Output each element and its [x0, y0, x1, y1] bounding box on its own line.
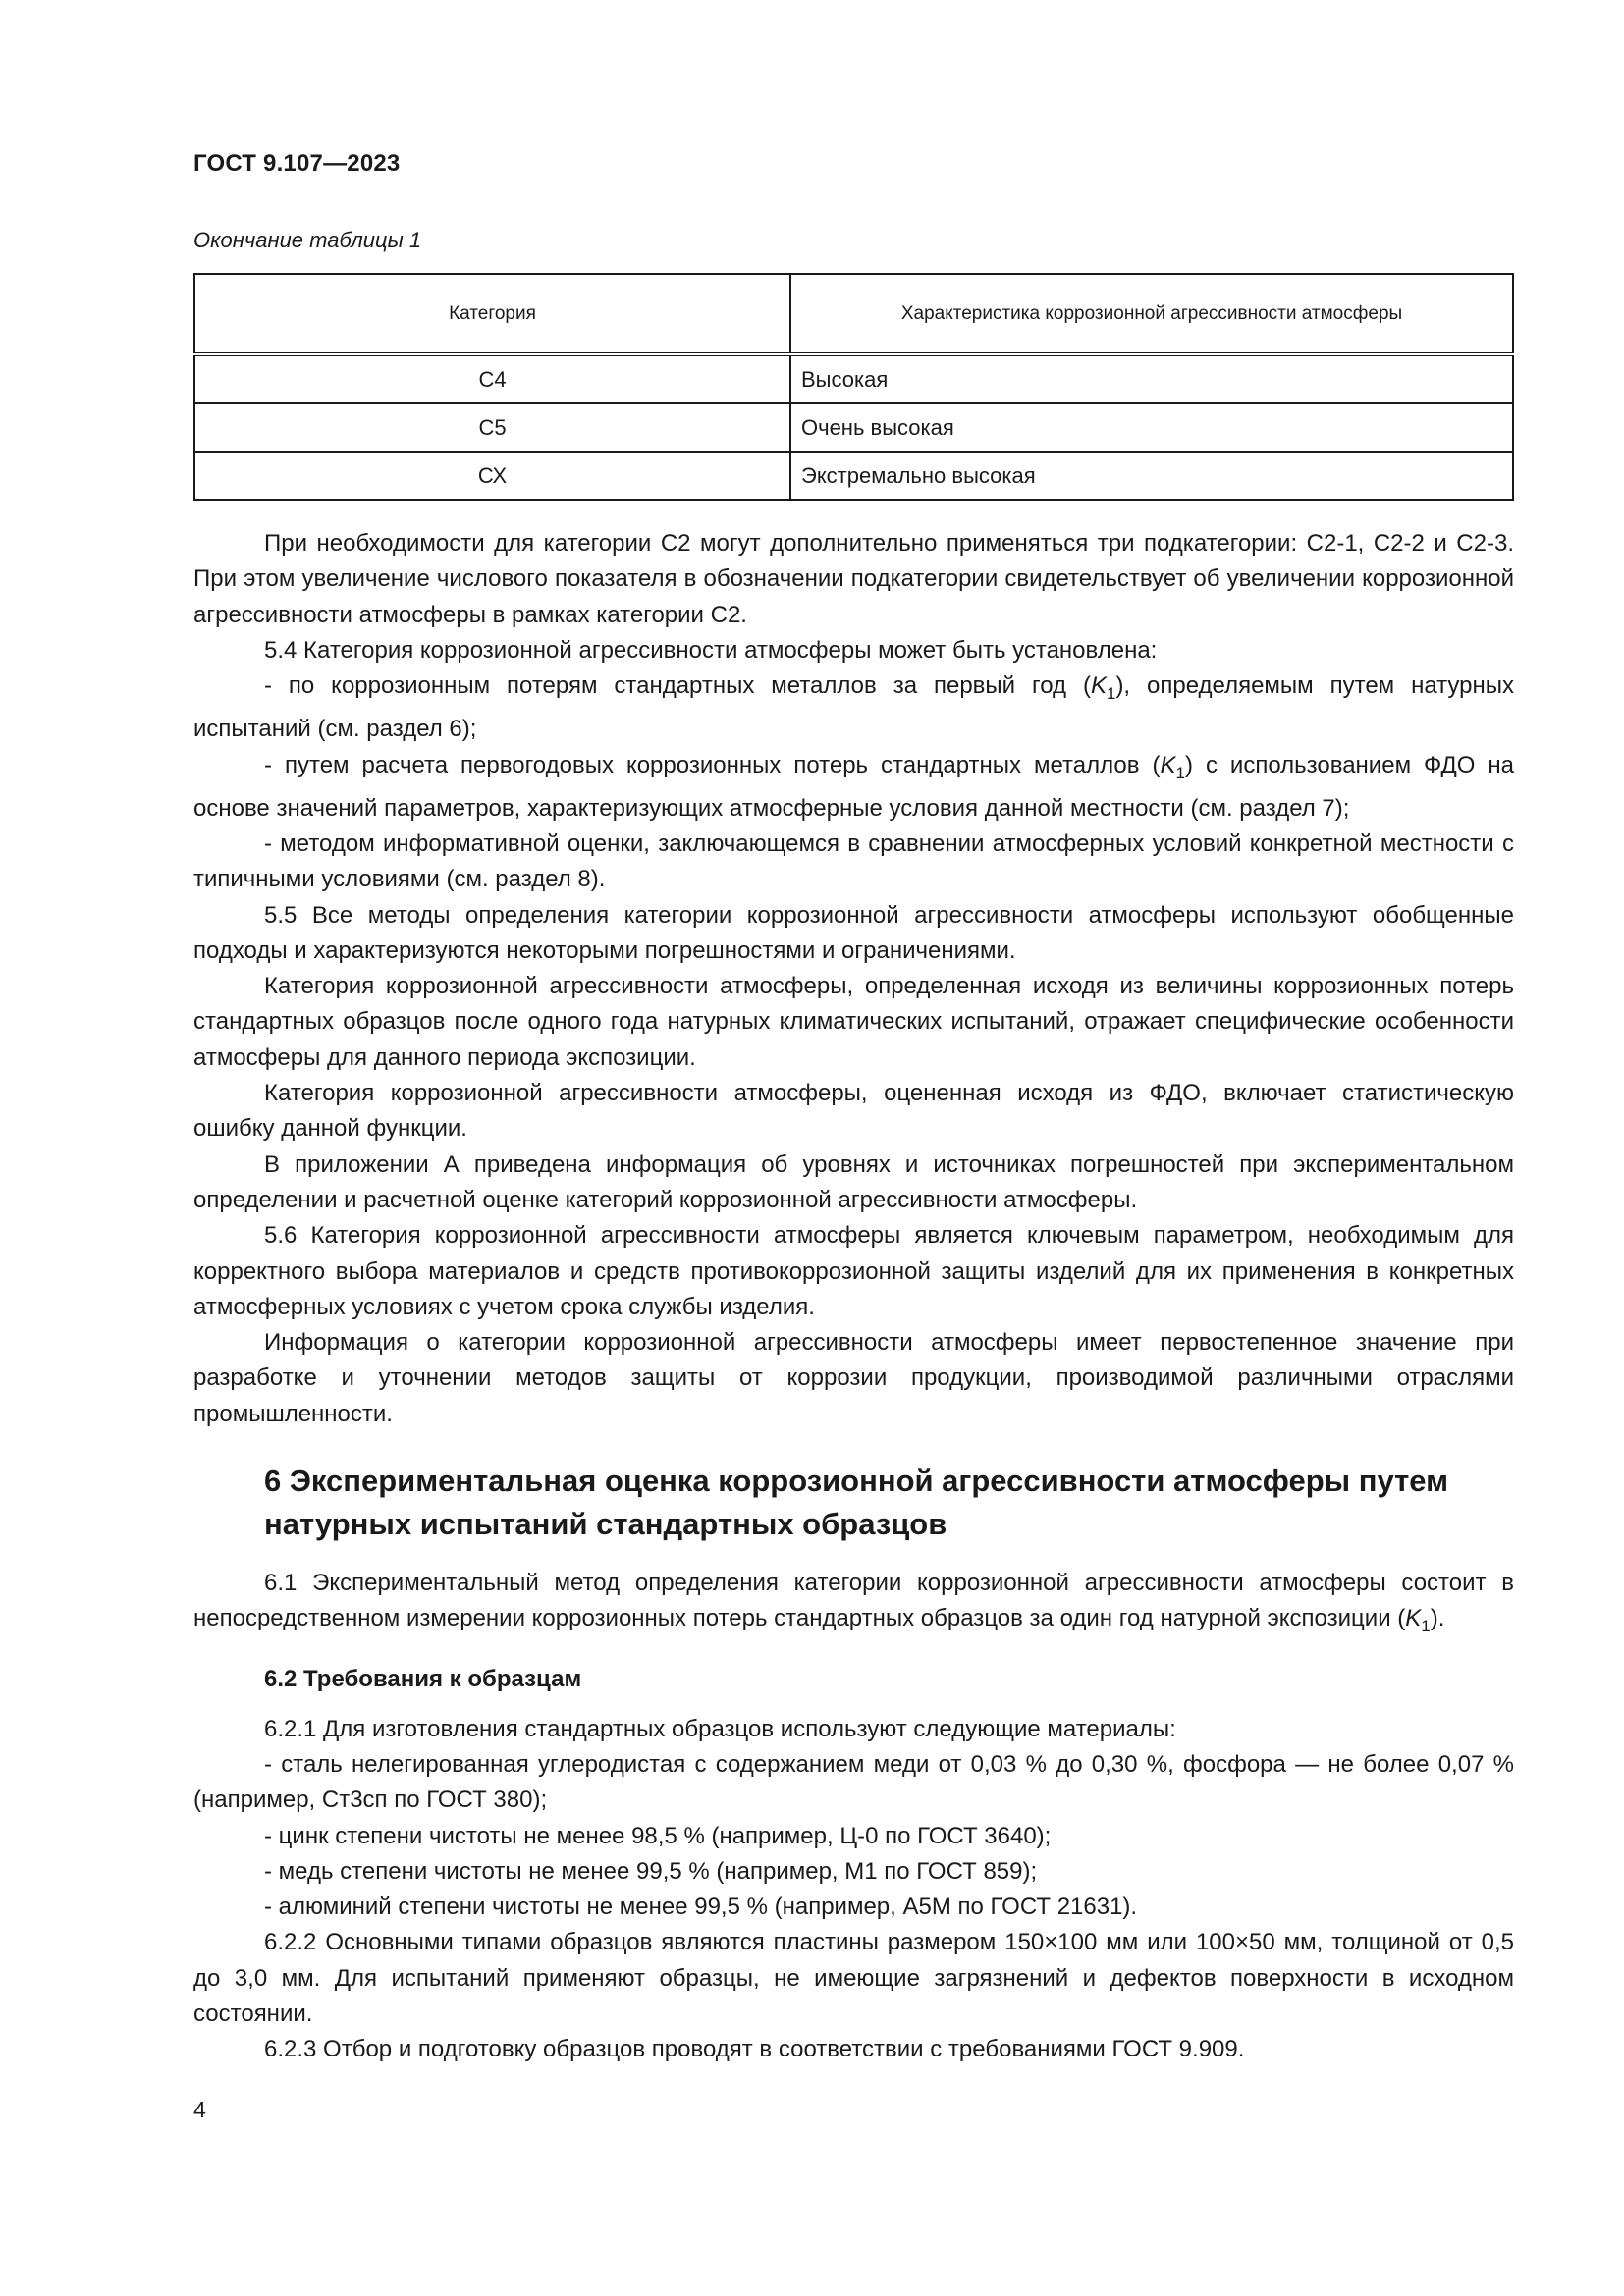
table-cell-description: Экстремально высокая: [790, 452, 1513, 500]
paragraph: В приложении А приведена информация об уровнях и источниках погрешностей при экспериментальном определении и расчетной оценке категорий коррозионной агрессивности атмосферы.: [193, 1150, 1514, 1213]
list-item: - цинк степени чистоты не менее 98,5 % (например, Ц-0 по ГОСТ 3640);: [264, 1822, 1052, 1849]
list-item: - медь степени чистоты не менее 99,5 % (например, М1 по ГОСТ 859);: [264, 1857, 1038, 1885]
list-item: - методом информативной оценки, заключающемся в сравнении атмосферных условий конкретной местности с типичными условиями (см. раздел 8).: [193, 829, 1514, 893]
table-cell-description: Очень высокая: [790, 403, 1513, 452]
paragraph: 5.6 Категория коррозионной агрессивности атмосферы является ключевым параметром, необходимым для корректного выбора материалов и средств противокоррозионной защиты изделий для их применения в конкретных атмосферных условиях с учетом срока службы изделия.: [193, 1222, 1514, 1320]
column-header-category: Категория: [194, 274, 790, 354]
document-header: ГОСТ 9.107—2023: [193, 150, 401, 177]
subsection-heading: 6.2 Требования к образцам: [264, 1666, 582, 1693]
paragraph: 5.5 Все методы определения категории коррозионной агрессивности атмосферы используют обобщенные подходы и характеризуются некоторыми погрешностями и ограничениями.: [193, 901, 1514, 964]
paragraph: 6.2.1 Для изготовления стандартных образцов используют следующие материалы:: [264, 1715, 1176, 1742]
paragraph: Категория коррозионной агрессивности атмосферы, определенная исходя из величины коррозионных потерь стандартных образцов после одного года натурных климатических испытаний, отражает специфические особенности атмосферы для данного периода экспозиции.: [193, 973, 1514, 1071]
table-row: [194, 452, 1513, 500]
paragraph: Категория коррозионной агрессивности атмосферы, оцененная исходя из ФДО, включает статистическую ошибку данной функции.: [193, 1080, 1514, 1143]
table-cell-category: С5: [194, 403, 790, 452]
list-item: - путем расчета первогодовых коррозионных потерь стандартных металлов $(K_1)$ с использованием ФДО на основе значений параметров, характеризующих атмосферные условия данной местности (см. раздел 7);: [193, 751, 1514, 822]
list-item: - по коррозионным потерям стандартных металлов за первый год $(K_1)$, определяемым путем натурных испытаний (см. раздел 6);: [193, 672, 1514, 743]
page-number: 4: [193, 2097, 206, 2122]
section-heading: 6 Экспериментальная оценка коррозионной агрессивности атмосферы путем натурных испытаний стандартных образцов: [264, 1464, 1449, 1542]
column-header-characteristic: Характеристика коррозионной агрессивности атмосферы: [790, 274, 1513, 354]
paragraph: 5.4 Категория коррозионной агрессивности атмосферы может быть установлена:: [264, 636, 1158, 664]
paragraph: При необходимости для категории С2 могут дополнительно применяться три подкатегории: С2-1, С2-2 и С2-3. При этом увеличение числового показателя в обозначении подкатегории свидетельствует об увеличении коррозионной агрессивности атмосферы в рамках категории С2.: [193, 530, 1514, 628]
table-row: [194, 403, 1513, 452]
document-body: [193, 526, 1514, 2068]
table-cell-category: СХ: [194, 452, 790, 500]
table-row: [194, 354, 1513, 403]
category-table: [193, 273, 1514, 501]
table-cell-description: Высокая: [790, 354, 1513, 403]
paragraph: 6.1 Экспериментальный метод определения категории коррозионной агрессивности атмосферы состоит в непосредственном измерении коррозионных потерь стандартных образцов за один год натурной экспозиции $(K_1)$.: [193, 1570, 1514, 1636]
table-cell-category: С4: [194, 354, 790, 403]
list-item: - алюминий степени чистоты не менее 99,5 % (например, А5М по ГОСТ 21631).: [264, 1894, 1138, 1921]
list-item: - сталь нелегированная углеродистая с содержанием меди от 0,03 % до 0,30 %, фосфора — не более 0,07 % (например, Ст3сп по ГОСТ 380);: [193, 1751, 1514, 1814]
table-caption: Окончание таблицы 1: [193, 228, 422, 252]
paragraph: Информация о категории коррозионной агрессивности атмосферы имеет первостепенное значение при разработке и уточнении методов защиты от коррозии продукции, производимой различными отраслями промышленности.: [193, 1329, 1514, 1427]
paragraph: 6.2.3 Отбор и подготовку образцов проводят в соответствии с требованиями ГОСТ 9.909.: [264, 2036, 1245, 2063]
table-header-row: [194, 274, 1513, 354]
paragraph: 6.2.2 Основными типами образцов являются пластины размером 150×100 мм или 100×50 мм, толщиной от 0,5 до 3,0 мм. Для испытаний применяют образцы, не имеющие загрязнений и дефектов поверхности в исходном состоянии.: [193, 1929, 1514, 2028]
